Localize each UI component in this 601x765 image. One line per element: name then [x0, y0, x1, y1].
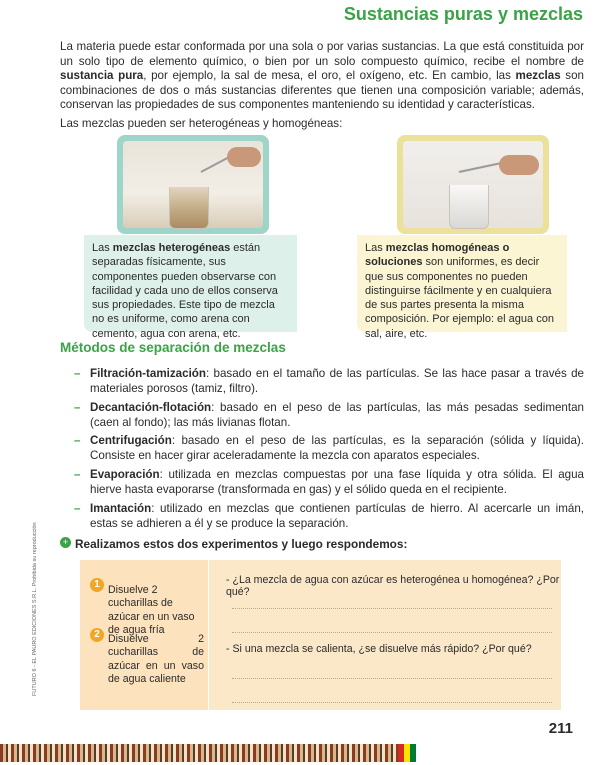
plus-circle-icon: +	[60, 537, 71, 548]
term-homogeneous: mezclas homogéneas o soluciones	[365, 242, 510, 269]
methods-heading: Métodos de separación de mezclas	[60, 340, 286, 355]
dash-bullet: –	[74, 401, 81, 414]
method-text: : basado en el peso de las partículas, las más pesadas sedimentan (caen al fondo); las más livianas flotan.	[90, 401, 584, 429]
heterogeneous-mixture-photo	[117, 135, 269, 234]
answer-line[interactable]	[232, 608, 552, 609]
term-pure-substance: sustancia pura	[60, 69, 144, 83]
method-item	[74, 502, 584, 531]
spoon	[459, 162, 502, 173]
method-text: : utilizada en mezclas compuestas por una fase líquida y otra sólida. El agua hierve hasta evaporarse (transformada en gas) y el sólido queda en el recipiente.	[90, 468, 584, 496]
homogeneous-mixture-photo	[397, 135, 549, 234]
decorative-band	[0, 744, 398, 762]
method-term: Evaporación	[90, 468, 160, 481]
info-text: Las	[365, 242, 386, 254]
method-item	[74, 367, 584, 396]
term-heterogeneous: mezclas heterogéneas	[112, 242, 231, 254]
heterogeneous-info-box	[84, 235, 297, 340]
dash-bullet: –	[74, 468, 81, 481]
info-text: están separadas físicamente, sus componentes pueden observarse con facilidad y cada uno de ellos conserva sus propiedades. Este tipo de mezcla no es uniforme, como arena con cemento, agua con arena, etc.	[92, 242, 278, 340]
page-title: Sustancias puras y mezclas	[343, 4, 583, 24]
term-mixtures: mezclas	[515, 69, 561, 83]
experiments-list	[80, 560, 209, 710]
intro-paragraph	[60, 40, 584, 113]
method-term: Centrifugación	[90, 434, 172, 447]
info-text: son uniformes, es decir que sus componentes no pueden distinguirse fácilmente y en cualquiera de sus partes presenta la misma composición. Por ejemplo: el agua con sal, aire, etc.	[365, 256, 554, 340]
method-term: Decantación-flotación	[90, 401, 212, 414]
glass-with-sand-water	[169, 187, 209, 229]
intro-text: , por ejemplo, la sal de mesa, el oro, el oxígeno, etc. En cambio, las	[143, 69, 516, 83]
photo-background	[123, 141, 263, 228]
dash-bullet: –	[74, 434, 81, 447]
question: - Si una mezcla se calienta, ¿se disuelve más rápido? ¿Por qué?	[226, 643, 532, 655]
method-term: Filtración-tamización	[90, 367, 206, 380]
method-term: Imantación	[90, 502, 152, 515]
spoon	[201, 156, 230, 173]
experiment-step: Disuelve 2 cucharillas de azúcar en un vaso de agua fría	[108, 584, 195, 637]
flag-stripe-green	[410, 744, 416, 762]
dash-bullet: –	[74, 367, 81, 380]
hand	[227, 147, 261, 167]
experiment-step: Disuelve 2 cucharillas de azúcar en un vaso de agua caliente	[108, 633, 204, 686]
mixture-types-intro: Las mezclas pueden ser heterogéneas y homogéneas:	[60, 117, 343, 130]
intro-text: La materia puede estar conformada por una sola o por varias sustancias. La que está constituida por un solo tipo de elemento químico, o bien por un solo compuesto químico, recibe el nombre de	[60, 40, 584, 68]
method-text: : utilizado en mezclas que contienen partículas de hierro. Al acercarle un imán, estas se adhieren a él y se produce la separación.	[90, 502, 584, 530]
question: - ¿La mezcla de agua con azúcar es heterogénea u homogénea? ¿Por qué?	[226, 574, 560, 598]
number-badge: 2	[90, 628, 104, 642]
answer-line[interactable]	[232, 632, 552, 633]
copyright-sidebar: FUTURO 6 - EL PAURO EDICIONES S.R.L. Prohibida su reproducción	[32, 522, 38, 696]
intro-text: son combinaciones de dos o más sustancias diferentes que tienen una composición variable; además, conservan las propiedades de sus componentes manteniendo su identidad y características.	[60, 69, 584, 112]
glass-with-solution	[449, 185, 489, 229]
method-item	[74, 401, 584, 430]
experiments-heading	[60, 537, 407, 551]
dash-bullet: –	[74, 502, 81, 515]
method-item	[74, 468, 584, 497]
hand	[499, 155, 539, 175]
method-text: : basado en el tamaño de las partículas. Se las hace pasar a través de materiales porosos (tamiz, filtro).	[90, 367, 584, 395]
number-badge: 1	[90, 578, 104, 592]
homogeneous-info-box	[357, 235, 567, 340]
answer-line[interactable]	[232, 702, 552, 703]
method-item	[74, 434, 584, 463]
method-text: : basado en el peso de las partículas, es la separación (sólida y líquida). Consiste en hacer girar aceleradamente la mezcla con aparatos especiales.	[90, 434, 584, 462]
answer-line[interactable]	[232, 678, 552, 679]
experiments-panel	[80, 560, 561, 710]
photo-background	[403, 141, 543, 228]
experiments-heading-text: Realizamos estos dos experimentos y luego respondemos:	[75, 537, 408, 551]
info-text: Las	[92, 242, 113, 254]
page-number: 211	[548, 720, 573, 737]
